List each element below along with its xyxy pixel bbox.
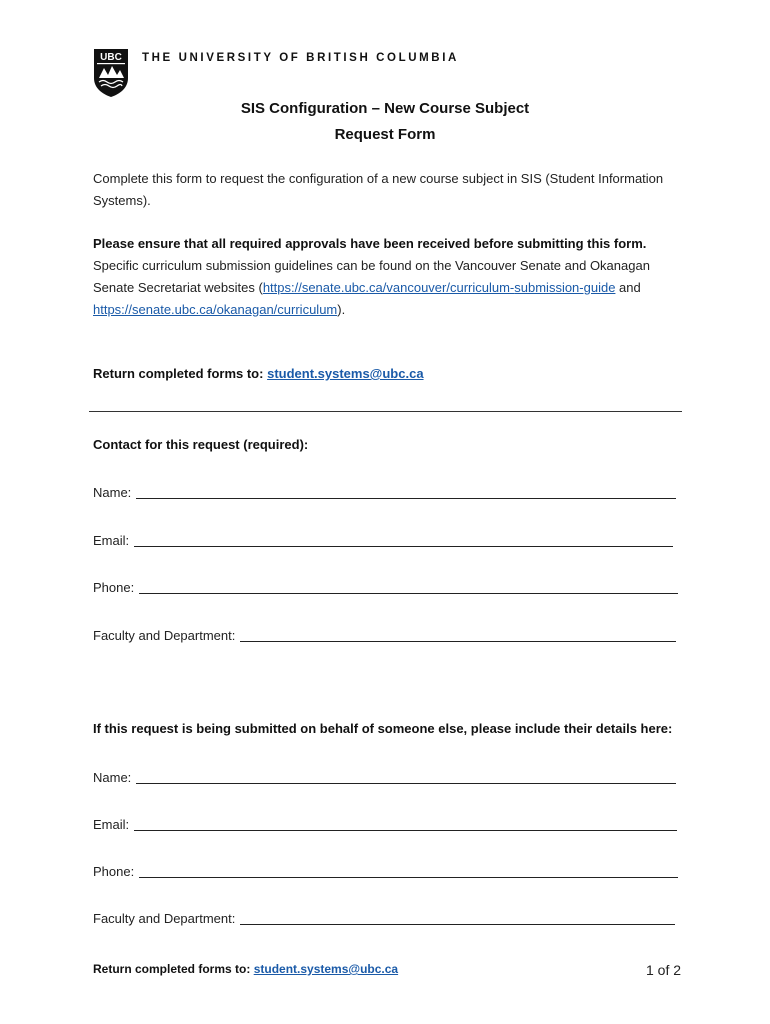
behalf-section-heading: If this request is being submitted on behalf of someone else, please include their details here: xyxy=(93,721,673,736)
form-subtitle: Request Form xyxy=(334,126,436,143)
contact-name-field[interactable] xyxy=(93,481,676,501)
contact-email-input[interactable] xyxy=(134,532,673,547)
university-name: THE UNIVERSITY OF BRITISH COLUMBIA xyxy=(142,52,459,64)
behalf-phone-input[interactable] xyxy=(139,863,678,878)
contact-phone-input[interactable] xyxy=(139,579,678,594)
behalf-phone-label: Phone: xyxy=(93,864,135,879)
behalf-name-label: Name: xyxy=(93,770,132,785)
contact-name-label: Name: xyxy=(93,485,132,500)
contact-phone-field[interactable] xyxy=(93,576,678,596)
behalf-name-field[interactable] xyxy=(93,766,676,786)
closing-text: ). xyxy=(337,302,346,317)
behalf-email-label: Email: xyxy=(93,817,130,832)
footer-return-info xyxy=(93,962,398,976)
return-info xyxy=(93,366,424,381)
behalf-faculty-label: Faculty and Department: xyxy=(93,911,236,926)
section-divider xyxy=(89,411,682,412)
intro-paragraph: Complete this form to request the configuration of a new course subject in SIS (Student Information Systems). xyxy=(93,171,664,208)
behalf-phone-field[interactable] xyxy=(93,860,678,880)
return-label: Return completed forms to: xyxy=(93,366,264,381)
contact-faculty-input[interactable] xyxy=(240,627,676,642)
okanagan-curriculum-link[interactable]: https://senate.ubc.ca/okanagan/curriculum xyxy=(93,302,338,317)
behalf-email-field[interactable] xyxy=(93,813,677,833)
contact-section-heading: Contact for this request (required): xyxy=(93,437,309,452)
vancouver-curriculum-link[interactable]: https://senate.ubc.ca/vancouver/curriculum-submission-guide xyxy=(262,280,616,295)
page-indicator: 1 of 2 xyxy=(646,962,682,978)
and-text: and xyxy=(615,280,641,295)
behalf-name-input[interactable] xyxy=(136,769,676,784)
behalf-faculty-field[interactable] xyxy=(93,907,675,927)
contact-email-label: Email: xyxy=(93,533,130,548)
contact-email-field[interactable] xyxy=(93,529,673,549)
form-title: SIS Configuration – New Course Subject xyxy=(240,100,530,117)
approval-notice: Please ensure that all required approvals have been received before submitting this form. xyxy=(93,236,647,251)
behalf-email-input[interactable] xyxy=(134,816,677,831)
footer-return-label: Return completed forms to: xyxy=(93,962,251,976)
contact-faculty-label: Faculty and Department: xyxy=(93,628,236,643)
behalf-faculty-input[interactable] xyxy=(240,910,675,925)
ubc-crest-logo xyxy=(93,48,129,98)
guidelines-paragraph xyxy=(93,233,678,321)
contact-name-input[interactable] xyxy=(136,484,676,499)
svg-text:UBC: UBC xyxy=(100,52,122,63)
contact-faculty-field[interactable] xyxy=(93,624,676,644)
guidelines-text: Specific curriculum submission guidelines can be found on the Vancouver Senate and Okanagan Senate Secretariat websites ( xyxy=(93,258,650,295)
footer-email-link[interactable]: student.systems@ubc.ca xyxy=(253,962,399,976)
return-email-link[interactable]: student.systems@ubc.ca xyxy=(267,366,424,381)
contact-phone-label: Phone: xyxy=(93,580,135,595)
